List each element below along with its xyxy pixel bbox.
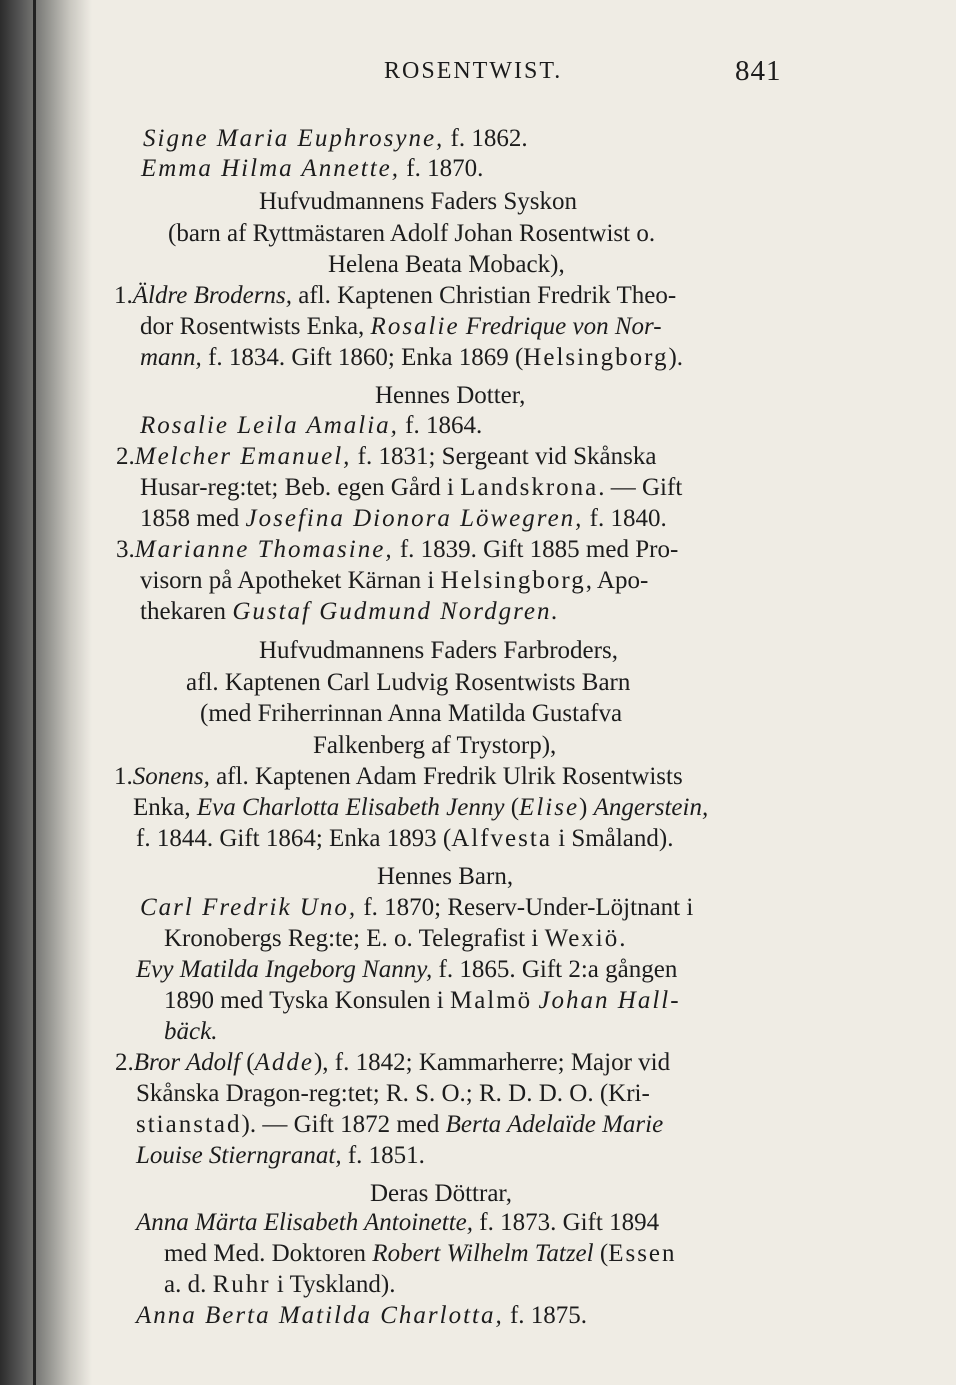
text-line-5: Helena Beata Moback), <box>328 251 565 278</box>
text-line-30: 2.Bror Adolf (Adde), f. 1842; Kammarherre; Major vid <box>115 1049 671 1076</box>
text-line-26: Kronobergs Reg:te; E. o. Telegrafist i Wexiö. <box>164 925 626 952</box>
text-line-11: 2.Melcher Emanuel, f. 1831; Sergeant vid Skånska <box>116 443 657 470</box>
text-line-15: visorn på Apotheket Kärnan i Helsingborg, Apo- <box>140 567 649 594</box>
text-line-23: f. 1844. Gift 1864; Enka 1893 (Alfvesta i Småland). <box>136 825 674 852</box>
text-line-4: (barn af Ryttmästaren Adolf Johan Rosentwist o. <box>168 220 656 247</box>
text-line-1: Signe Maria Euphrosyne, f. 1862. <box>143 125 528 152</box>
text-line-35: Anna Märta Elisabeth Antoinette, f. 1873. Gift 1894 <box>136 1209 660 1236</box>
text-line-13: 1858 med Josefina Dionora Löwegren, f. 1840. <box>140 505 667 532</box>
text-line-22: Enka, Eva Charlotta Elisabeth Jenny (Elise) Angerstein, <box>133 794 709 821</box>
text-line-28: 1890 med Tyska Konsulen i Malmö Johan Hall- <box>164 987 681 1014</box>
text-line-16: thekaren Gustaf Gudmund Nordgren. <box>140 598 560 625</box>
text-line-6: 1.Äldre Broderns, afl. Kaptenen Christian Fredrik Theo- <box>114 282 677 309</box>
running-header: ROSENTWIST. <box>384 58 563 84</box>
text-line-18: afl. Kaptenen Carl Ludvig Rosentwists Barn <box>186 669 631 696</box>
text-line-32: stianstad). — Gift 1872 med Berta Adelaïde Marie <box>136 1111 664 1138</box>
section-heading: Hufvudmannens Faders Syskon <box>259 188 578 215</box>
section-heading: Hennes Dotter, <box>375 382 526 409</box>
text-line-19: (med Friherrinnan Anna Matilda Gustafva <box>200 700 623 727</box>
text-line-2: Emma Hilma Annette, f. 1870. <box>141 155 484 182</box>
section-heading: Deras Döttrar, <box>370 1180 512 1207</box>
text-line-27: Evy Matilda Ingeborg Nanny, f. 1865. Gift 2:a gången <box>136 956 678 983</box>
text-line-37: a. d. Ruhr i Tyskland). <box>164 1271 396 1298</box>
text-line-21: 1.Sonens, afl. Kaptenen Adam Fredrik Ulrik Rosentwists <box>114 763 683 790</box>
text-line-25: Carl Fredrik Uno, f. 1870; Reserv-Under-Löjtnant i <box>140 894 694 921</box>
text-line-20: Falkenberg af Trystorp), <box>313 732 557 759</box>
text-line-7: dor Rosentwists Enka, Rosalie Fredrique von Nor- <box>140 313 662 340</box>
text-line-10: Rosalie Leila Amalia, f. 1864. <box>140 412 483 439</box>
text-line-8: mann, f. 1834. Gift 1860; Enka 1869 (Helsingborg). <box>140 344 684 371</box>
text-line-14: 3.Marianne Thomasine, f. 1839. Gift 1885 med Pro- <box>116 536 679 563</box>
text-line-29: bäck. <box>164 1018 218 1045</box>
text-line-31: Skånska Dragon-reg:tet; R. S. O.; R. D. D. O. (Kri- <box>136 1080 650 1107</box>
text-line-38: Anna Berta Matilda Charlotta, f. 1875. <box>136 1302 588 1329</box>
text-line-36: med Med. Doktoren Robert Wilhelm Tatzel (Essen <box>164 1240 677 1267</box>
text-line-12: Husar-reg:tet; Beb. egen Gård i Landskrona. — Gift <box>140 474 683 501</box>
section-heading: Hennes Barn, <box>377 863 514 890</box>
text-line-33: Louise Stierngranat, f. 1851. <box>136 1142 425 1169</box>
page-number: 841 <box>735 55 782 87</box>
section-heading: Hufvudmannens Faders Farbroders, <box>259 637 618 664</box>
